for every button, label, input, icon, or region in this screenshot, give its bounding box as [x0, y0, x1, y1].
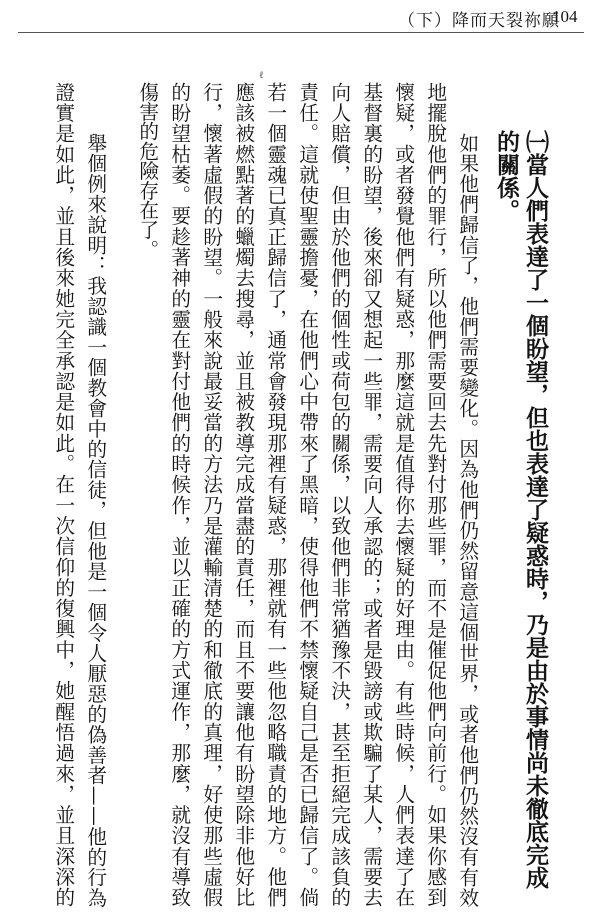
text-column: 傷害的危險存在了。 — [135, 82, 159, 260]
text-column: 行，懷著虛假的盼望。一般來說最妥當的方法乃是灌輸清楚的和徹底的真理，好使那些虛假 — [199, 82, 223, 908]
heading-line: ㈠當人們表達了一個盼望，但也表達了疑惑時，乃是由於事情尚未徹底完成 — [522, 130, 548, 889]
text-column: 責任。這就使聖靈擔憂，在他們心中帶來了黑暗，使得他們不禁懷疑自己是否已歸信了。倘 — [295, 82, 319, 908]
page-number: 104 — [552, 7, 578, 26]
text-column: 證實是如此，並且後來她完全承認是如此。在一次信仰的復興中，她醒悟過來，並且深深的 — [51, 82, 75, 908]
text-column: 的盼望枯萎。要趁著神的靈在對付他們的時候作，並以正確的方式運作，那麼，就沒有導致 — [167, 82, 191, 908]
heading-line: 的關係。 — [493, 130, 519, 222]
text-column: 地擺脫他們的罪行，所以他們需要回去先對付那些罪，而不是催促他們向前行。如果你感到 — [423, 82, 447, 908]
text-column: 基督裏的盼望，後來卻又想起一些罪，需要向人承認的；或者是毀謗或欺騙了某人，需要去 — [359, 82, 383, 908]
text-column: 若一個靈魂已真正歸信了，通常會發現那裡有疑惑，那裡就有一些他忽略職責的地方。他們 — [263, 82, 287, 908]
header-rule — [18, 32, 584, 33]
stray-ink-mark: ℓ — [259, 70, 264, 81]
text-column: 如果他們歸信了，他們需要變化。因為他們仍然留意這個世界，或者他們仍然沒有有效 — [455, 133, 479, 908]
text-column: 應該被燃點著的蠟燭去搜尋，並且被教導完成當盡的責任，而且不要讓他有盼望除非他好比 — [231, 82, 255, 908]
running-header-title: （下）降而天裂祢願 — [398, 11, 560, 31]
text-column: 舉個例來說明：我認識一個教會中的信徒，但他是一個令人厭惡的偽善者——他的行為 — [83, 133, 107, 909]
text-column: 向人賠償，但由於他們的個性或荷包的關係，以致他們非常猶豫不決，甚至拒絕完成該負的 — [327, 82, 351, 908]
text-column: 懷疑，或者發覺他們有疑惑，那麼這就是值得你去懷疑的好理由。有些時候，人們表達了在 — [391, 82, 415, 908]
